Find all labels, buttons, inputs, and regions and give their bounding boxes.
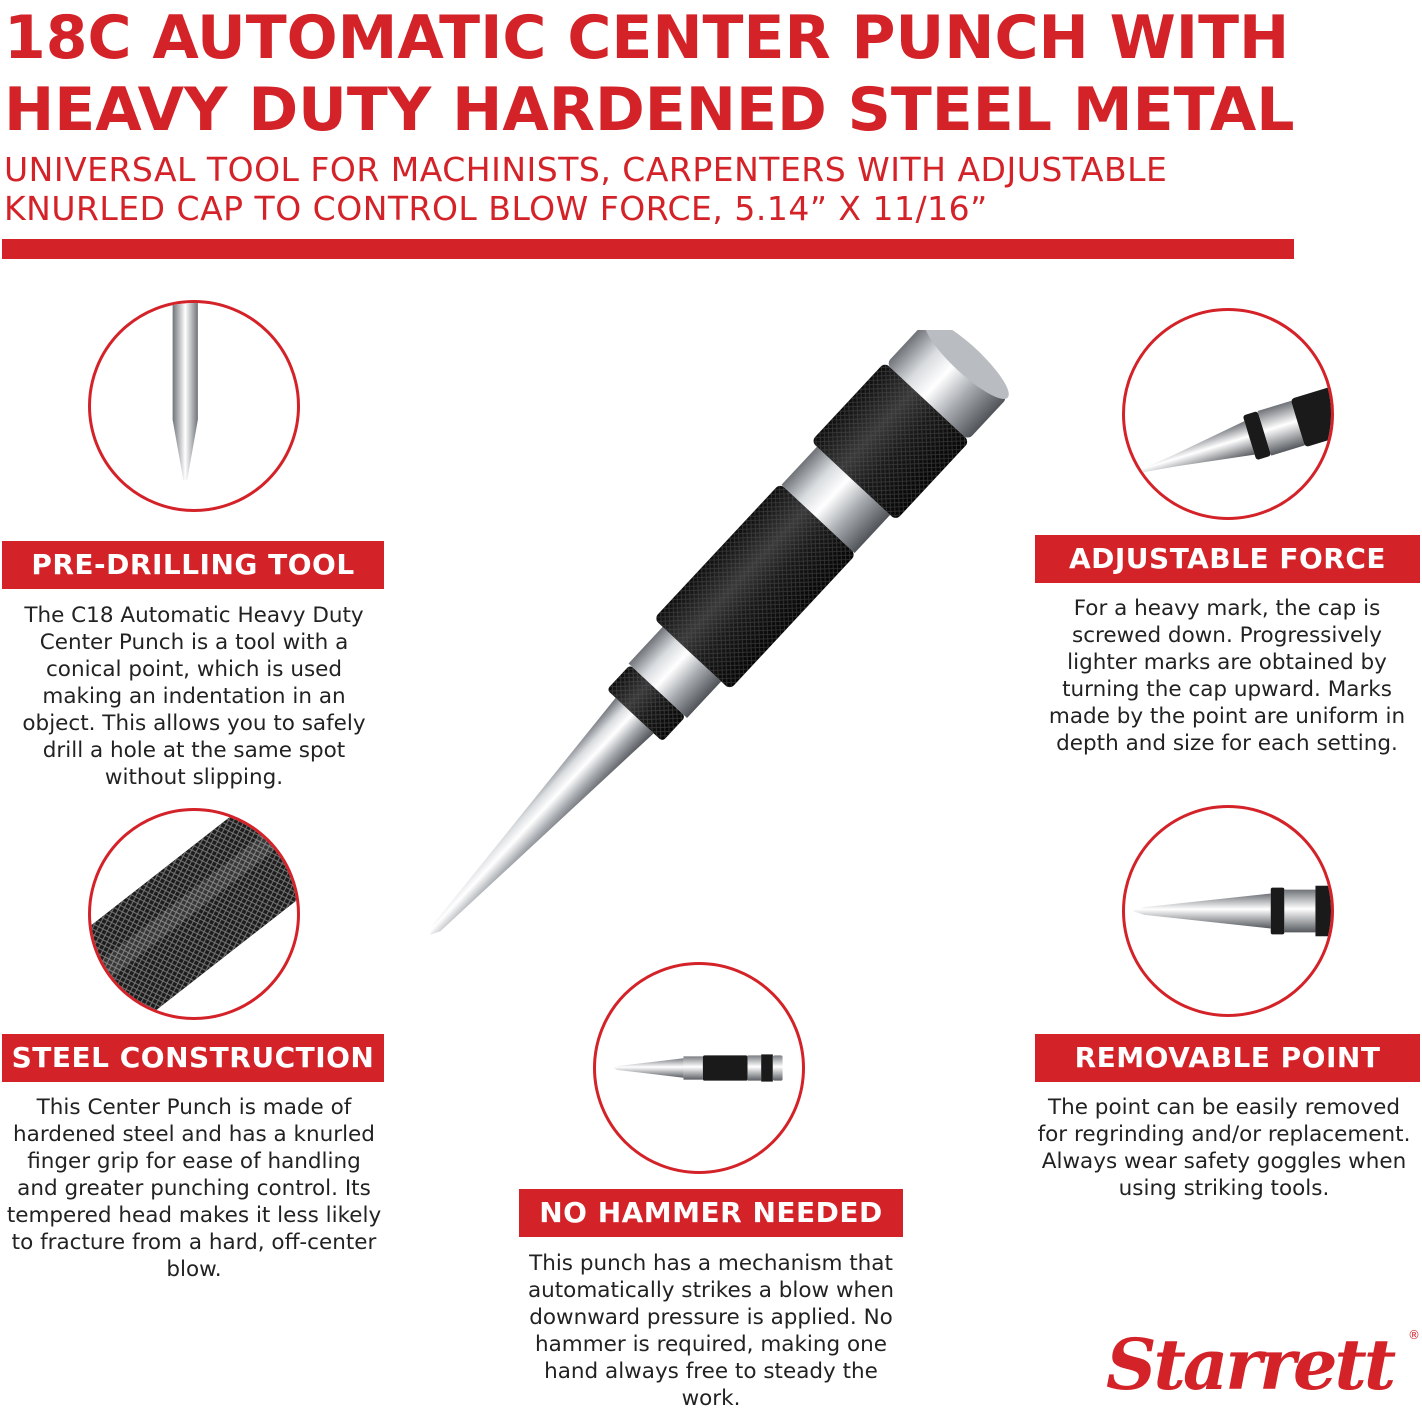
logo-wordmark: Starrett: [1106, 1323, 1394, 1406]
title-line-2: HEAVY DUTY HARDENED STEEL METAL: [4, 75, 1295, 145]
subtitle-line-1: UNIVERSAL TOOL FOR MACHINISTS, CARPENTERS WITH ADJUSTABLE: [4, 150, 1168, 189]
pre-drilling-heading: PRE-DRILLING TOOL: [2, 541, 384, 589]
removable-point-circle: [1122, 805, 1334, 1017]
no-hammer-circle: [593, 962, 805, 1174]
steel-construction-circle: [88, 808, 300, 1020]
no-hammer-line: This punch has a mechanism that: [529, 1251, 893, 1276]
no-hammer-line: work.: [681, 1386, 741, 1411]
pre-drilling-line: drill a hole at the same spot: [42, 738, 346, 763]
steel-construction-description: [0, 1094, 388, 1283]
pre-drilling-description: [0, 602, 388, 791]
starrett-logo: [1106, 1320, 1422, 1410]
pre-drilling-line: making an indentation in an: [42, 684, 346, 709]
center-punch-image: [400, 330, 1050, 970]
adjustable-force-line: lighter marks are obtained by: [1067, 650, 1387, 675]
adjustable-force-circle: [1122, 308, 1334, 520]
title-line-1: 18C AUTOMATIC CENTER PUNCH WITH: [4, 3, 1290, 73]
pre-drilling-circle: [88, 300, 300, 512]
no-hammer-line: downward pressure is applied. No: [529, 1305, 893, 1330]
steel-construction-line: blow.: [166, 1257, 222, 1282]
knurled-grip-icon: [91, 811, 297, 1017]
header-divider: [2, 239, 1294, 259]
steel-construction-heading: STEEL CONSTRUCTION: [2, 1034, 384, 1082]
no-hammer-heading: NO HAMMER NEEDED: [519, 1189, 903, 1237]
adjustable-cap-icon: [1125, 311, 1331, 517]
pre-drilling-line: Center Punch is a tool with a: [39, 630, 349, 655]
page-title: [4, 2, 1304, 146]
adjustable-force-description: [1030, 595, 1422, 757]
removable-point-line: using striking tools.: [1118, 1176, 1330, 1201]
pre-drilling-line: object. This allows you to safely: [22, 711, 366, 736]
page-subtitle: [4, 150, 1304, 228]
steel-construction-line: tempered head makes it less likely: [6, 1203, 382, 1228]
pre-drilling-line: The C18 Automatic Heavy Duty: [24, 603, 364, 628]
removable-point-line: Always wear safety goggles when: [1041, 1149, 1407, 1174]
no-hammer-line: hammer is required, making one: [534, 1332, 887, 1357]
steel-construction-line: hardened steel and has a knurled: [13, 1122, 375, 1147]
adjustable-force-line: For a heavy mark, the cap is: [1073, 596, 1381, 621]
punch-tip-icon: [91, 303, 297, 509]
pre-drilling-line: conical point, which is used: [45, 657, 343, 682]
adjustable-force-line: depth and size for each setting.: [1056, 731, 1398, 756]
removable-point-icon: [1125, 808, 1331, 1014]
adjustable-force-line: turning the cap upward. Marks: [1062, 677, 1392, 702]
registered-mark: ®: [1408, 1328, 1420, 1342]
steel-construction-line: to fracture from a hard, off-center: [11, 1230, 377, 1255]
full-punch-icon: [596, 965, 802, 1171]
removable-point-heading: REMOVABLE POINT: [1035, 1034, 1420, 1082]
steel-construction-line: finger grip for ease of handling: [27, 1149, 361, 1174]
pre-drilling-line: without slipping.: [104, 765, 284, 790]
removable-point-line: for regrinding and/or replacement.: [1037, 1122, 1411, 1147]
adjustable-force-heading: ADJUSTABLE FORCE: [1035, 535, 1420, 583]
no-hammer-description: [512, 1250, 910, 1412]
adjustable-force-line: screwed down. Progressively: [1072, 623, 1382, 648]
removable-point-description: [1026, 1094, 1422, 1202]
steel-construction-line: and greater punching control. Its: [17, 1176, 371, 1201]
steel-construction-line: This Center Punch is made of: [36, 1095, 352, 1120]
no-hammer-line: hand always free to steady the: [544, 1359, 878, 1384]
subtitle-line-2: KNURLED CAP TO CONTROL BLOW FORCE, 5.14” X 11/16”: [4, 189, 988, 228]
adjustable-force-line: made by the point are uniform in: [1048, 704, 1406, 729]
no-hammer-line: automatically strikes a blow when: [527, 1278, 895, 1303]
removable-point-line: The point can be easily removed: [1047, 1095, 1401, 1120]
